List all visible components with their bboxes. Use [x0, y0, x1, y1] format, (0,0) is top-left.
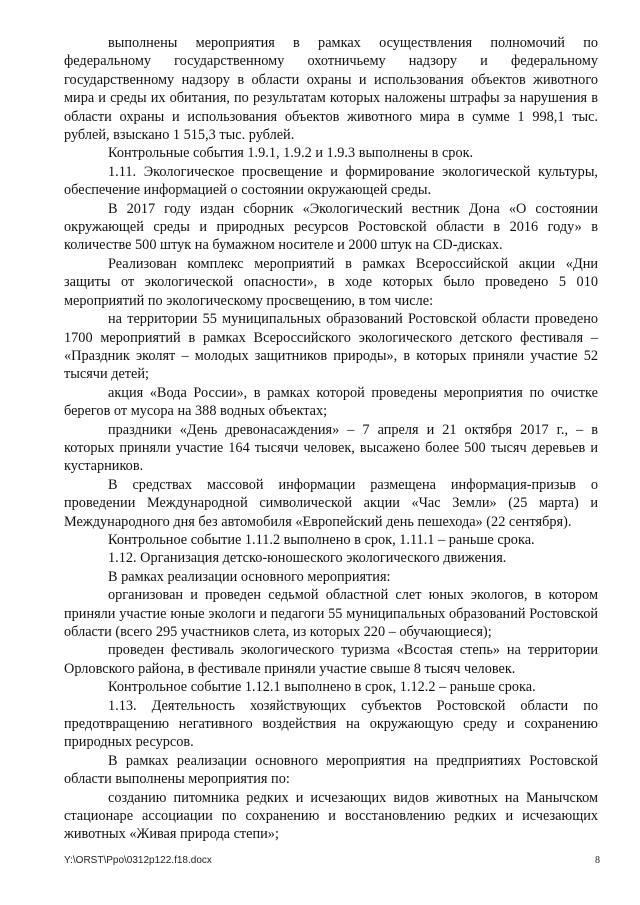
paragraph: В 2017 году издан сборник «Экологический вестник Дона «О состоянии окружающей среды и природных ресурсов Ростовской области в 2016 году» в количестве 500 штук на бумажном носителе и 2000 штук на CD-дисках. — [64, 200, 598, 254]
section-heading-1-13: 1.13. Деятельность хозяйствующих субъектов Ростовской области по предотвращению негативного воздействия на окружающую среду и сохранению природных ресурсов. — [64, 697, 598, 751]
paragraph: В рамках реализации основного мероприятия: — [108, 568, 391, 585]
list-item: на территории 55 муниципальных образований Ростовской области проведено 1700 мероприятий в рамках Всероссийского экологического детского фестиваля – «Праздник эколят – молодых защитников природы», в которых приняли участие 52 тысячи детей; — [64, 311, 598, 383]
list-item: проведен фестиваль экологического туризма «Всостая степь» на территории Орловского района, в фестивале приняли участие свыше 8 тысяч человек. — [64, 642, 598, 677]
paragraph: Контрольное событие 1.11.2 выполнено в срок, 1.11.1 – раньше срока. — [108, 531, 535, 548]
list-item: организован и проведен седьмой областной слет юных экологов, в котором приняли участие юные экологи и педагоги 55 муниципальных образований Ростовской области (всего 295 участников слета, из которых 220 – обучающиеся); — [64, 587, 598, 640]
page-number: 8 — [595, 855, 600, 866]
paragraph: В рамках реализации основного мероприятия на предприятиях Ростовской области выполнены мероприятия по: — [64, 752, 598, 788]
paragraph: В средствах массовой информации размещена информация-призыв о проведении Международной символической акции «Час Земли» (25 марта) и Международного дня без автомобиля «Европейский день пешехода» (22 сентября). — [64, 476, 598, 530]
list-item: акция «Вода России», в рамках которой проведены мероприятия по очистке берегов от мусора на 388 водных объектах; — [64, 384, 598, 420]
list-item: праздники «День древонасаждения» – 7 апреля и 21 октября 2017 г., – в которых приняли участие 164 тысячи человек, высажено более 500 тысяч деревьев и кустарников. — [64, 421, 598, 475]
document-body — [64, 34, 598, 844]
paragraph: выполнены мероприятия в рамках осуществления полномочий по федеральному государственному охотничьему надзору и федеральному государственному надзору в области охраны и использования объектов животного мира и среды их обитания, по результатам которых наложены штрафы за нарушения в области охраны и использования объектов животного мира в сумме 1 998,1 тыс. рублей, взыскано 1 515,3 тыс. рублей. — [64, 35, 598, 144]
paragraph: Контрольные события 1.9.1, 1.9.2 и 1.9.3 выполнены в срок. — [108, 145, 474, 162]
section-heading-1-12: 1.12. Организация детско-юношеского экологического движения. — [108, 550, 507, 567]
list-item: созданию питомника редких и исчезающих видов животных на Манычском стационаре ассоциации по сохранению и восстановлению редких и исчезающих животных «Живая природа степи»; — [64, 789, 598, 843]
paragraph: Реализован комплекс мероприятий в рамках Всероссийской акции «Дни защиты от экологической опасности», в ходе которых было проведено 5 010 мероприятий по экологическому просвещению, в том числе: — [64, 255, 598, 309]
footer-file-path: Y:\ORST\Ppo\0312p122.f18.docx — [64, 855, 212, 866]
section-heading-1-11: 1.11. Экологическое просвещение и формирование экологической культуры, обеспечение информацией о состоянии окружающей среды. — [64, 163, 598, 199]
paragraph: Контрольное событие 1.12.1 выполнено в срок, 1.12.2 – раньше срока. — [108, 679, 536, 696]
